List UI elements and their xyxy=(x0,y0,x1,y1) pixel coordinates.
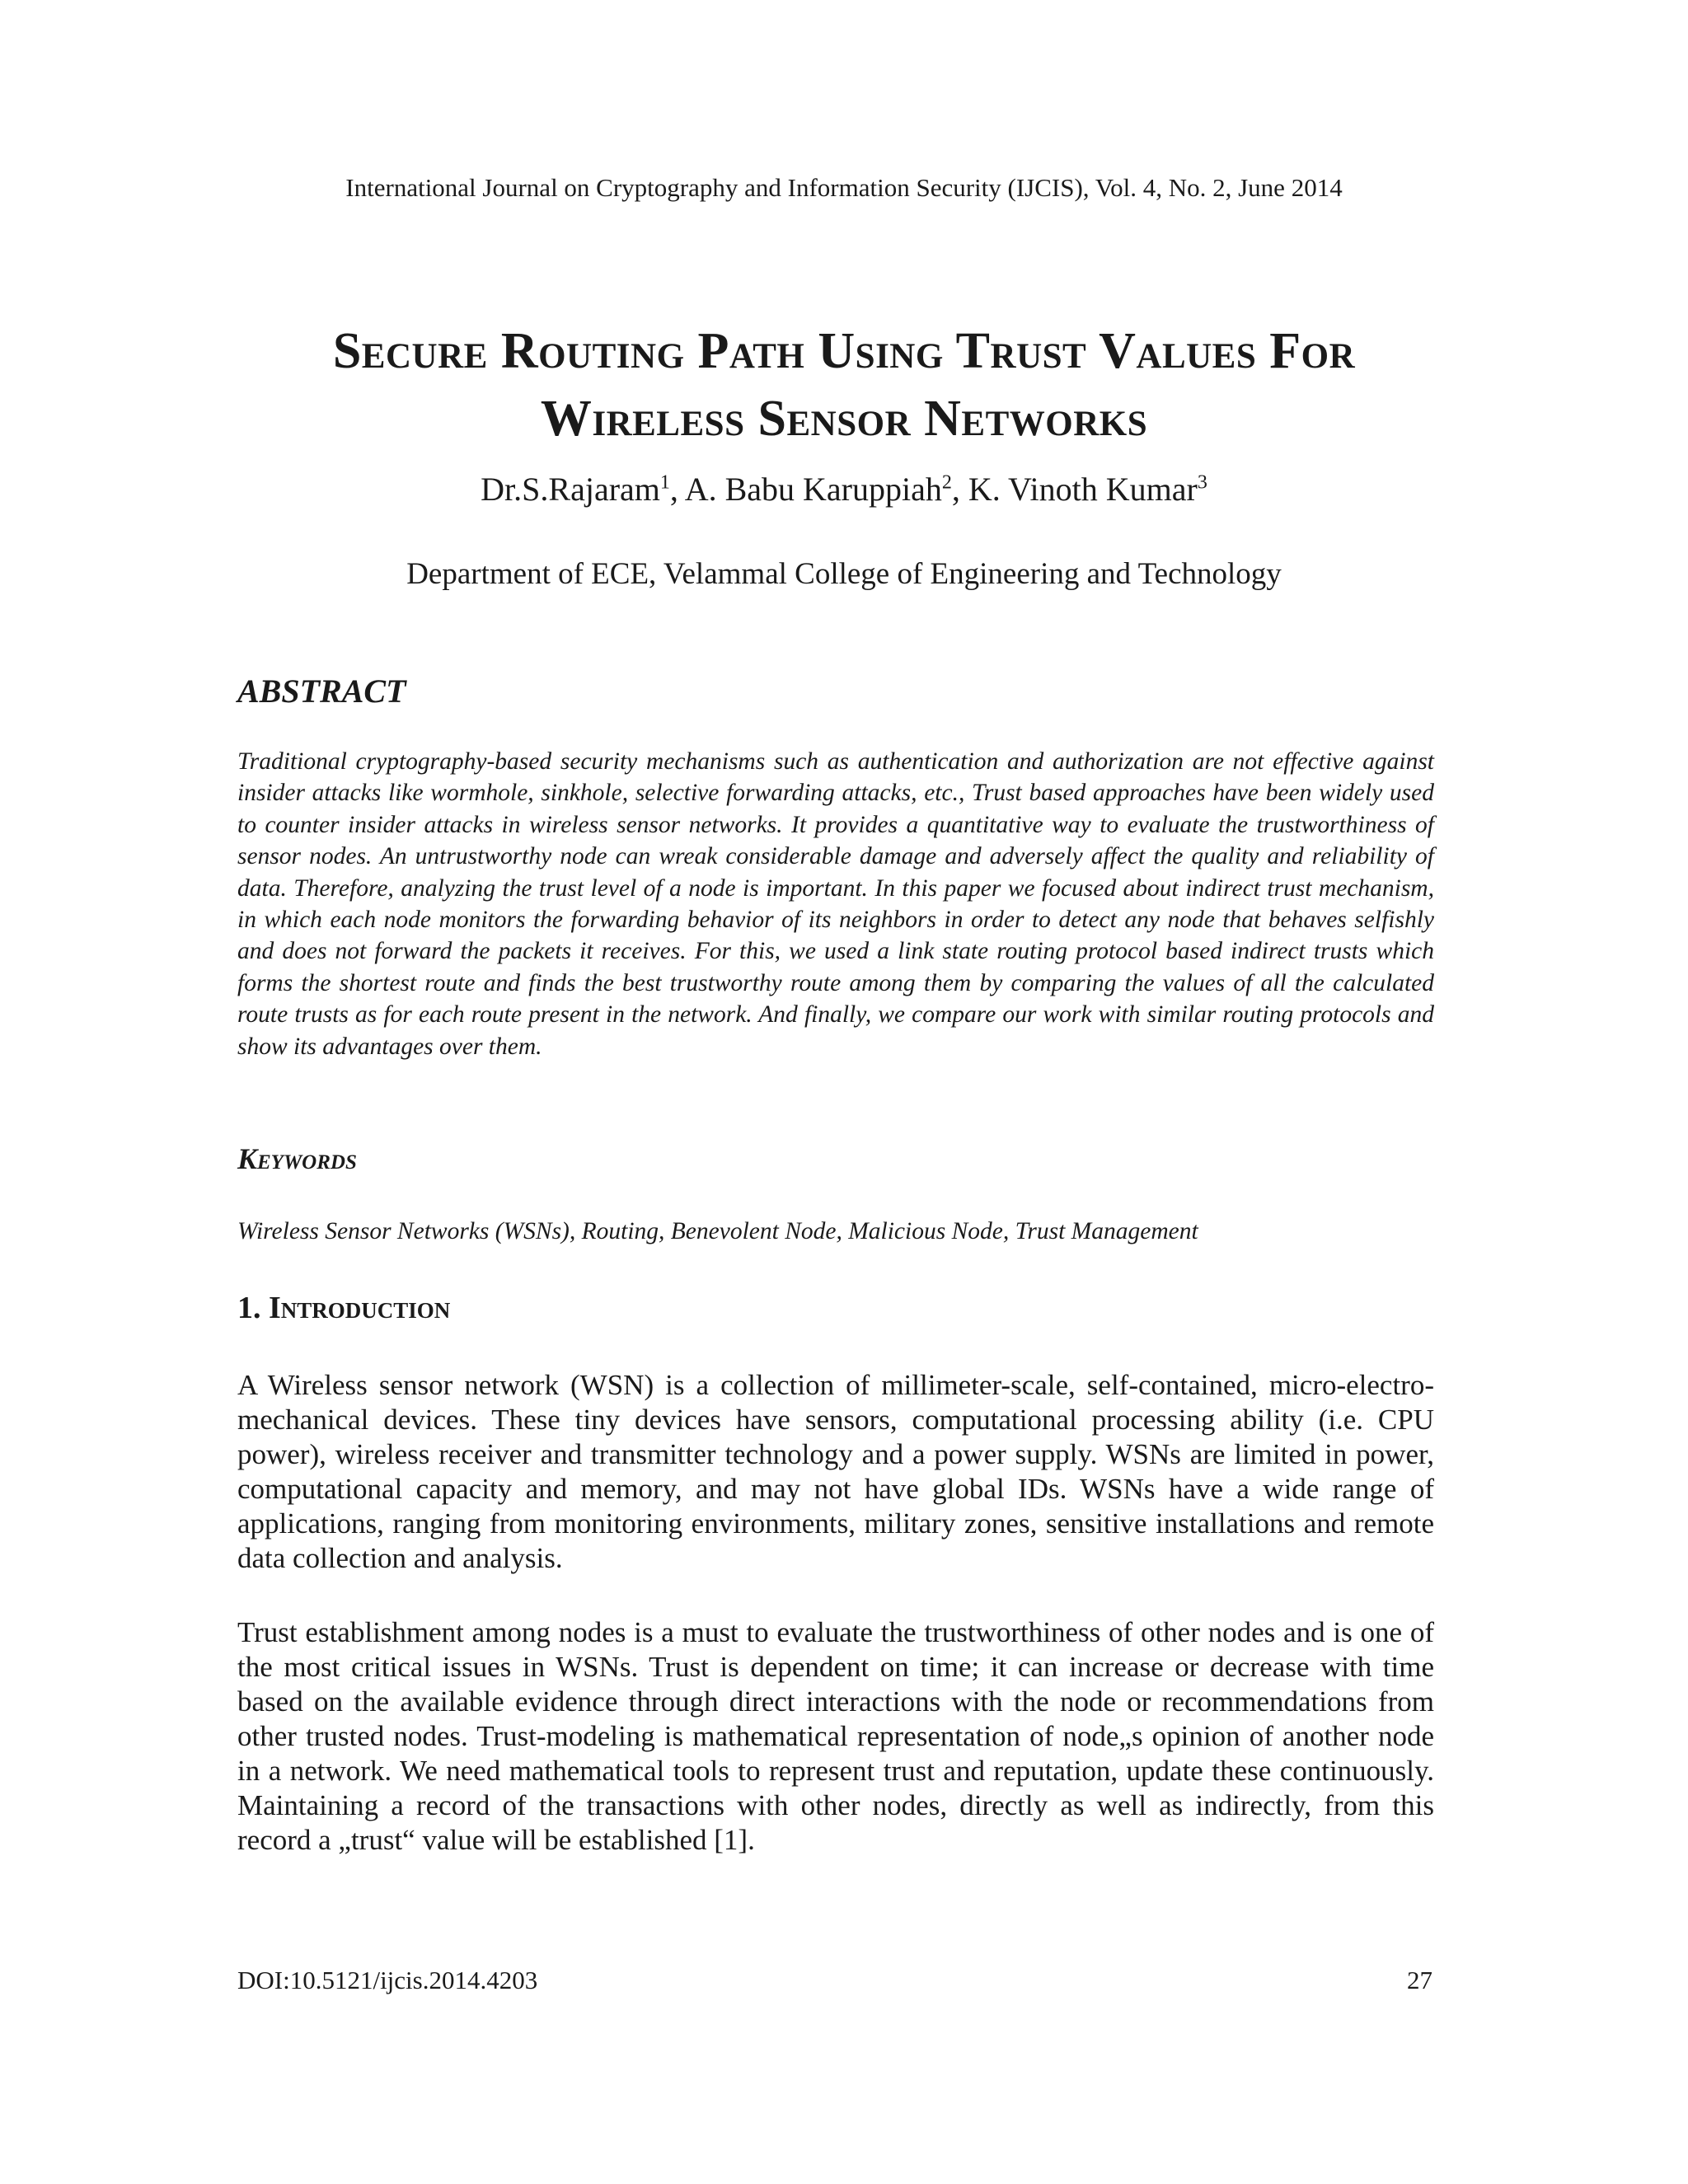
keywords-heading: Keywords xyxy=(237,1142,357,1175)
author-name: Dr.S.Rajaram xyxy=(481,471,660,508)
footer-doi: DOI:10.5121/ijcis.2014.4203 xyxy=(237,1966,538,1994)
paper-title-line-1: Secure Routing Path Using Trust Values For xyxy=(332,323,1356,379)
introduction-paragraph-1: A Wireless sensor network (WSN) is a collection of millimeter-scale, self-contained, micro-electro-mechanical devices. These tiny devices have sensors, computational processing ability (i.e. CPU power), wireless receiver and transmitter technology and a power supply. WSNs are limited in power, computational capacity and memory, and may not have global IDs. WSNs have a wide range of applications, ranging from monitoring environments, military zones, sensitive installations and remote data collection and analysis. xyxy=(237,1369,1434,1574)
author-separator: , xyxy=(669,471,685,508)
author-affiliation-mark: 1 xyxy=(659,471,670,494)
author-affiliation: Department of ECE, Velammal College of Engineering and Technology xyxy=(406,557,1282,591)
abstract-heading: ABSTRACT xyxy=(237,673,406,710)
author-list xyxy=(0,470,1688,509)
keywords-text: Wireless Sensor Networks (WSNs), Routing, Benevolent Node, Malicious Node, Trust Management xyxy=(237,1218,1198,1244)
author-name: A. Babu Karuppiah xyxy=(684,471,942,508)
author-affiliation-mark: 2 xyxy=(941,471,952,494)
abstract-text: Traditional cryptography-based security mechanisms such as authentication and authorization are not effective against insider attacks like wormhole, sinkhole, selective forwarding attacks, etc., Trust based approaches have been widely used to counter insider attacks in wireless sensor networks. It provides a quantitative way to evaluate the trustworthiness of sensor nodes. An untrustworthy node can wreak considerable damage and adversely affect the quality and reliability of data. Therefore, analyzing the trust level of a node is important. In this paper we focused about indirect trust mechanism, in which each node monitors the forwarding behavior of its neighbors in order to detect any node that behaves selfishly and does not forward the packets it receives. For this, we used a link state routing protocol based indirect trusts which forms the shortest route and finds the best trustworthy route among them by comparing the values of all the calculated route trusts as for each route present in the network. And finally, we compare our work with similar routing protocols and show its advantages over them. xyxy=(237,748,1434,1060)
paper-title xyxy=(165,317,1523,452)
author-affiliation-mark: 3 xyxy=(1197,471,1207,494)
author-separator: , xyxy=(951,471,968,508)
section-heading-introduction: 1. Introduction xyxy=(237,1291,451,1325)
author-name: K. Vinoth Kumar xyxy=(968,471,1198,508)
paper-title-line-2: Wireless Sensor Networks xyxy=(540,391,1148,447)
footer-page-number: 27 xyxy=(1407,1966,1432,1994)
journal-header: International Journal on Cryptography and Information Security (IJCIS), Vol. 4, No. 2, June 2014 xyxy=(345,173,1343,202)
introduction-paragraph-2: Trust establishment among nodes is a must to evaluate the trustworthiness of other nodes and is one of the most critical issues in WSNs. Trust is dependent on time; it can increase or decrease with time based on the available evidence through direct interactions with the node or recommendations from other trusted nodes. Trust-modeling is mathematical representation of node„s opinion of another node in a network. We need mathematical tools to represent trust and reputation, update these continuously. Maintaining a record of the transactions with other nodes, directly as well as indirectly, from this record a „trust“ value will be established [1]. xyxy=(237,1616,1434,1856)
